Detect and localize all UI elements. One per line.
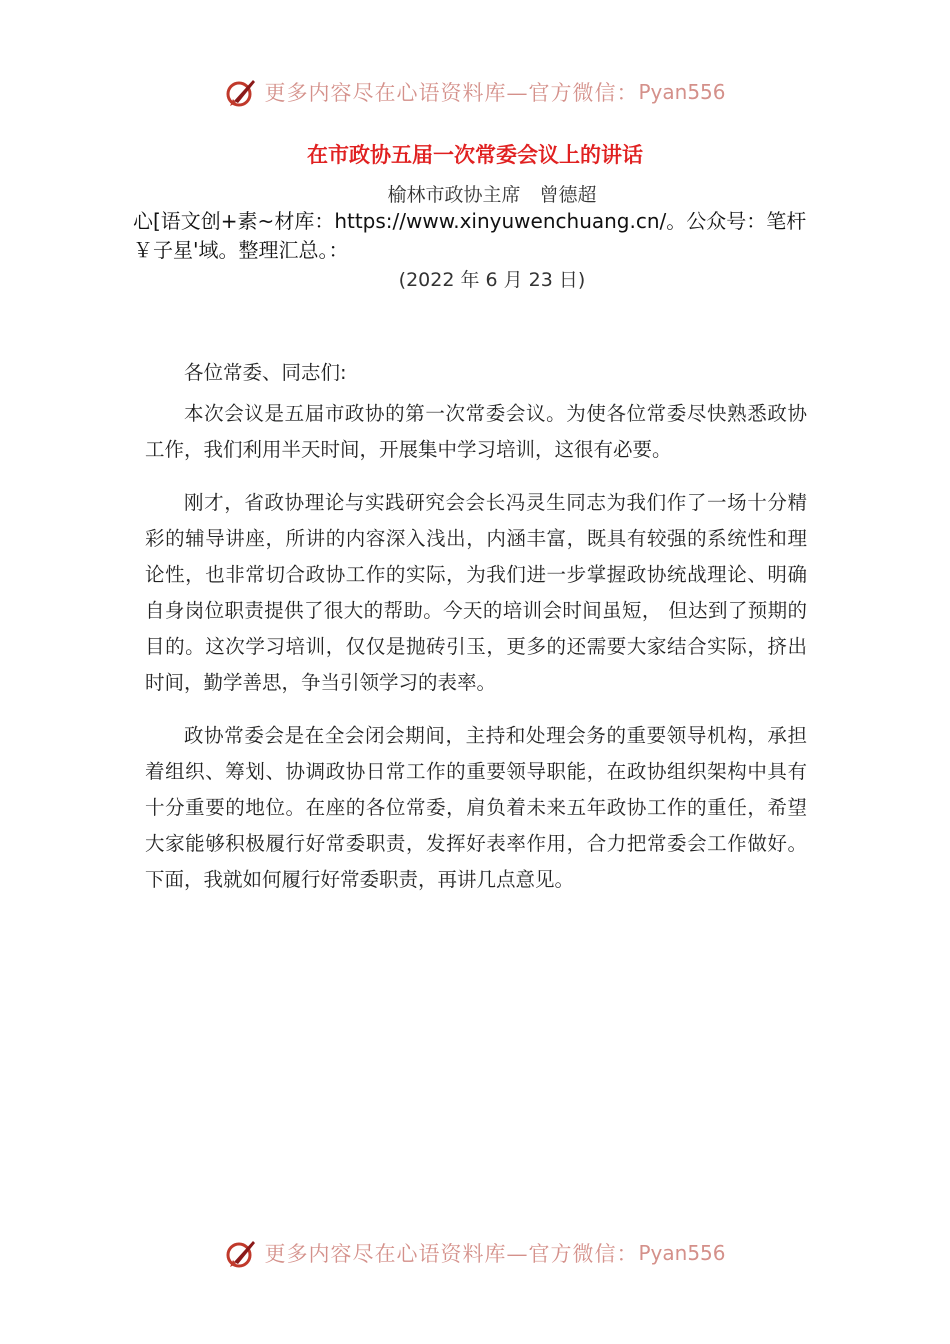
- watermark-text: 更多内容尽在心语资料库—官方微信：: [264, 1242, 639, 1266]
- footer-watermark: [0, 1233, 950, 1273]
- paragraph-2: 刚才，省政协理论与实践研究会会长冯灵生同志为我们作了一场十分精彩的辅导讲座，所讲的内容深入浅出，内涵丰富，既具有较强的系统性和理论性，也非常切合政协工作的实际，为我们进一步掌握政协统战理论、明确自身岗位职责提供了很大的帮助。今天的培训会时间虽短， 但达到了预期的目的。这次学习培训，仅仅是抛砖引玉，更多的还需要大家结合实际，挤出时间，勤学善思，争当引领学习的表率。: [145, 491, 807, 694]
- quill-pen-logo-icon: [224, 75, 258, 109]
- document-date: (2022 年 6 月 23 日): [398, 269, 586, 291]
- watermark-wechat: Pyan556: [638, 80, 726, 104]
- document-author: 榆林市政协主席 曾德超: [387, 184, 597, 206]
- paragraph-1: 本次会议是五届市政协的第一次常委会议。为使各位常委尽快熟悉政协工作，我们利用半天时间，开展集中学习培训，这很有必要。: [145, 402, 807, 461]
- watermark-wechat: Pyan556: [638, 1241, 726, 1265]
- source-notice: 心[语文创+素~材库：https://www.xinyuwenchuang.cn/。公众号：笔杆￥子星'域。整理汇总。：: [133, 209, 807, 262]
- watermark-text: 更多内容尽在心语资料库—官方微信：: [264, 81, 639, 105]
- paragraph-3: 政协常委会是在全会闭会期间，主持和处理会务的重要领导机构，承担着组织、筹划、协调政协日常工作的重要领导职能，在政协组织架构中具有十分重要的地位。在座的各位常委，肩负着未来五年政协工作的重任，希望大家能够积极履行好常委职责，发挥好表率作用，合力把常委会工作做好。下面，我就如何履行好常委职责，再讲几点意见。: [145, 724, 807, 891]
- document-body: [145, 355, 807, 915]
- document-title: 在市政协五届一次常委会议上的讲话: [307, 143, 643, 167]
- salutation: 各位常委、同志们:: [184, 361, 347, 384]
- header-watermark: [0, 72, 950, 112]
- quill-pen-logo-icon: [224, 1236, 258, 1270]
